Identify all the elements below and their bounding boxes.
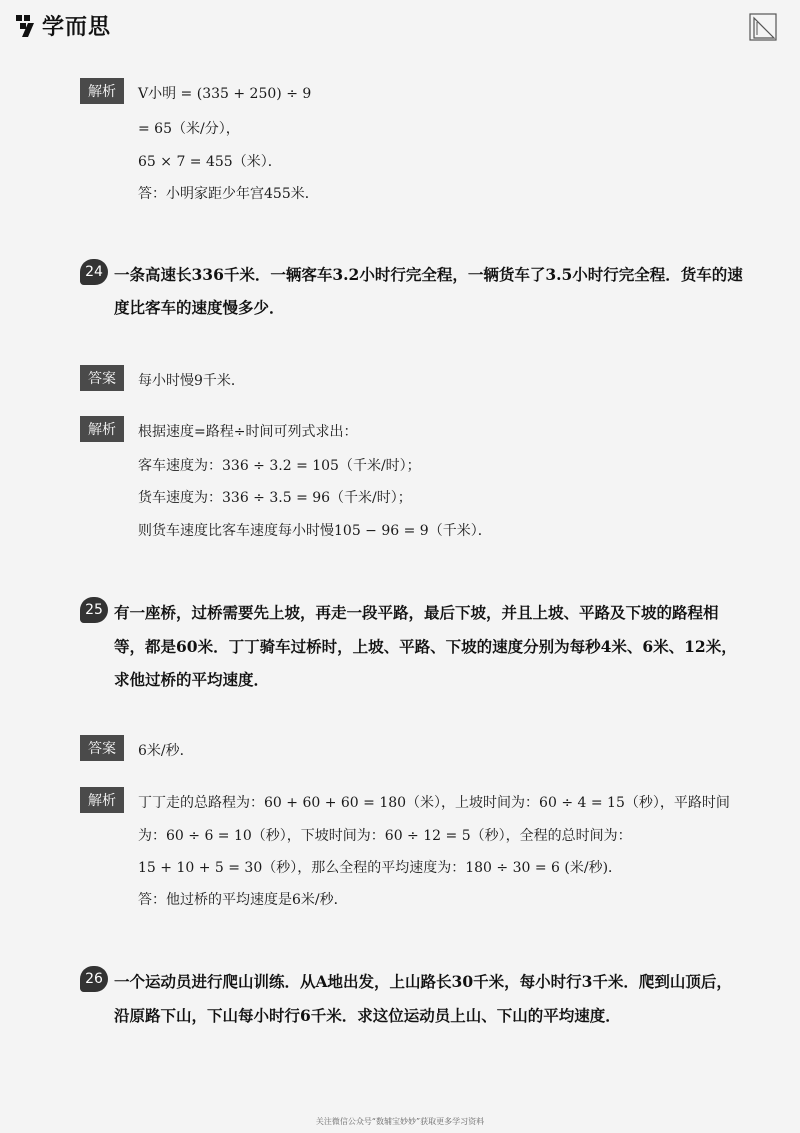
answer-text: 6米/秒． [138, 743, 194, 759]
solution-tag: 解析 [80, 78, 124, 104]
question-text: 一条高速长336千米．一辆客车3.2小时行完全程，一辆货车了3.5小时行完全程．货车的速 [114, 265, 743, 284]
brand-logo [14, 10, 111, 41]
question-text: 有一座桥，过桥需要先上坡，再走一段平路，最后下坡，并且上坡、平路及下坡的路程相 [114, 603, 719, 622]
solution-line: 则货车速度比客车速度每小时慢105 − 96 = 9（千米）． [138, 523, 492, 539]
brand-name: 学而思 [42, 15, 112, 40]
solution-line: 答：小明家距少年宫455米． [138, 186, 319, 202]
page-footer: 关注微信公众号“数辅宝妙妙”获取更多学习资料 [315, 1117, 485, 1126]
question-text: 一个运动员进行爬山训练．从A地出发，上山路长30千米，每小时行3千米．爬到山顶后， [114, 972, 732, 991]
page-header [14, 6, 786, 42]
solution-line: 客车速度为：336 ÷ 3.2 = 105（千米/时）； [138, 458, 421, 474]
solution-tag: 解析 [80, 787, 124, 813]
solution-tag: 解析 [80, 416, 124, 442]
question-text: 沿原路下山，下山每小时行6千米．求这位运动员上山、下山的平均速度． [114, 1006, 621, 1025]
question-number: 25 [80, 597, 108, 623]
solution-line: 15 + 10 + 5 = 30（秒），那么全程的平均速度为：180 ÷ 30 = 6 (米/秒)． [138, 860, 623, 876]
answer-tag: 答案 [80, 735, 124, 761]
question-number: 26 [80, 966, 108, 992]
solution-line: = 65（米/分）， [138, 121, 240, 137]
question-text: 求他过桥的平均速度． [114, 670, 270, 689]
solution-line: 为：60 ÷ 6 = 10（秒），下坡时间为：60 ÷ 12 = 5（秒），全程的总时间为： [138, 828, 632, 844]
solution-line: 65 × 7 = 455（米）． [138, 154, 282, 170]
solution-line: 答：他过桥的平均速度是6米/秒． [138, 892, 348, 908]
question-text: 度比客车的速度慢多少． [114, 298, 285, 317]
question-text: 等，都是60米．丁丁骑车过桥时，上坡、平路、下坡的速度分别为每秒4米、6米、12米， [114, 637, 737, 656]
ruler-triangle-icon [748, 12, 778, 42]
solution-line: 根据速度=路程÷时间可列式求出： [138, 424, 358, 440]
answer-text: 每小时慢9千米． [138, 373, 245, 389]
solution-line: 货车速度为：336 ÷ 3.5 = 96（千米/时）； [138, 490, 412, 506]
brand-logo-icon [14, 13, 38, 39]
question-number: 24 [80, 259, 108, 285]
solution-line: V小明 = (335 + 250) ÷ 9 [138, 86, 312, 102]
solution-line: 丁丁走的总路程为：60 + 60 + 60 = 180（米），上坡时间为：60 ÷ 4 = 15（秒），平路时间 [138, 795, 730, 811]
answer-tag: 答案 [80, 365, 124, 391]
